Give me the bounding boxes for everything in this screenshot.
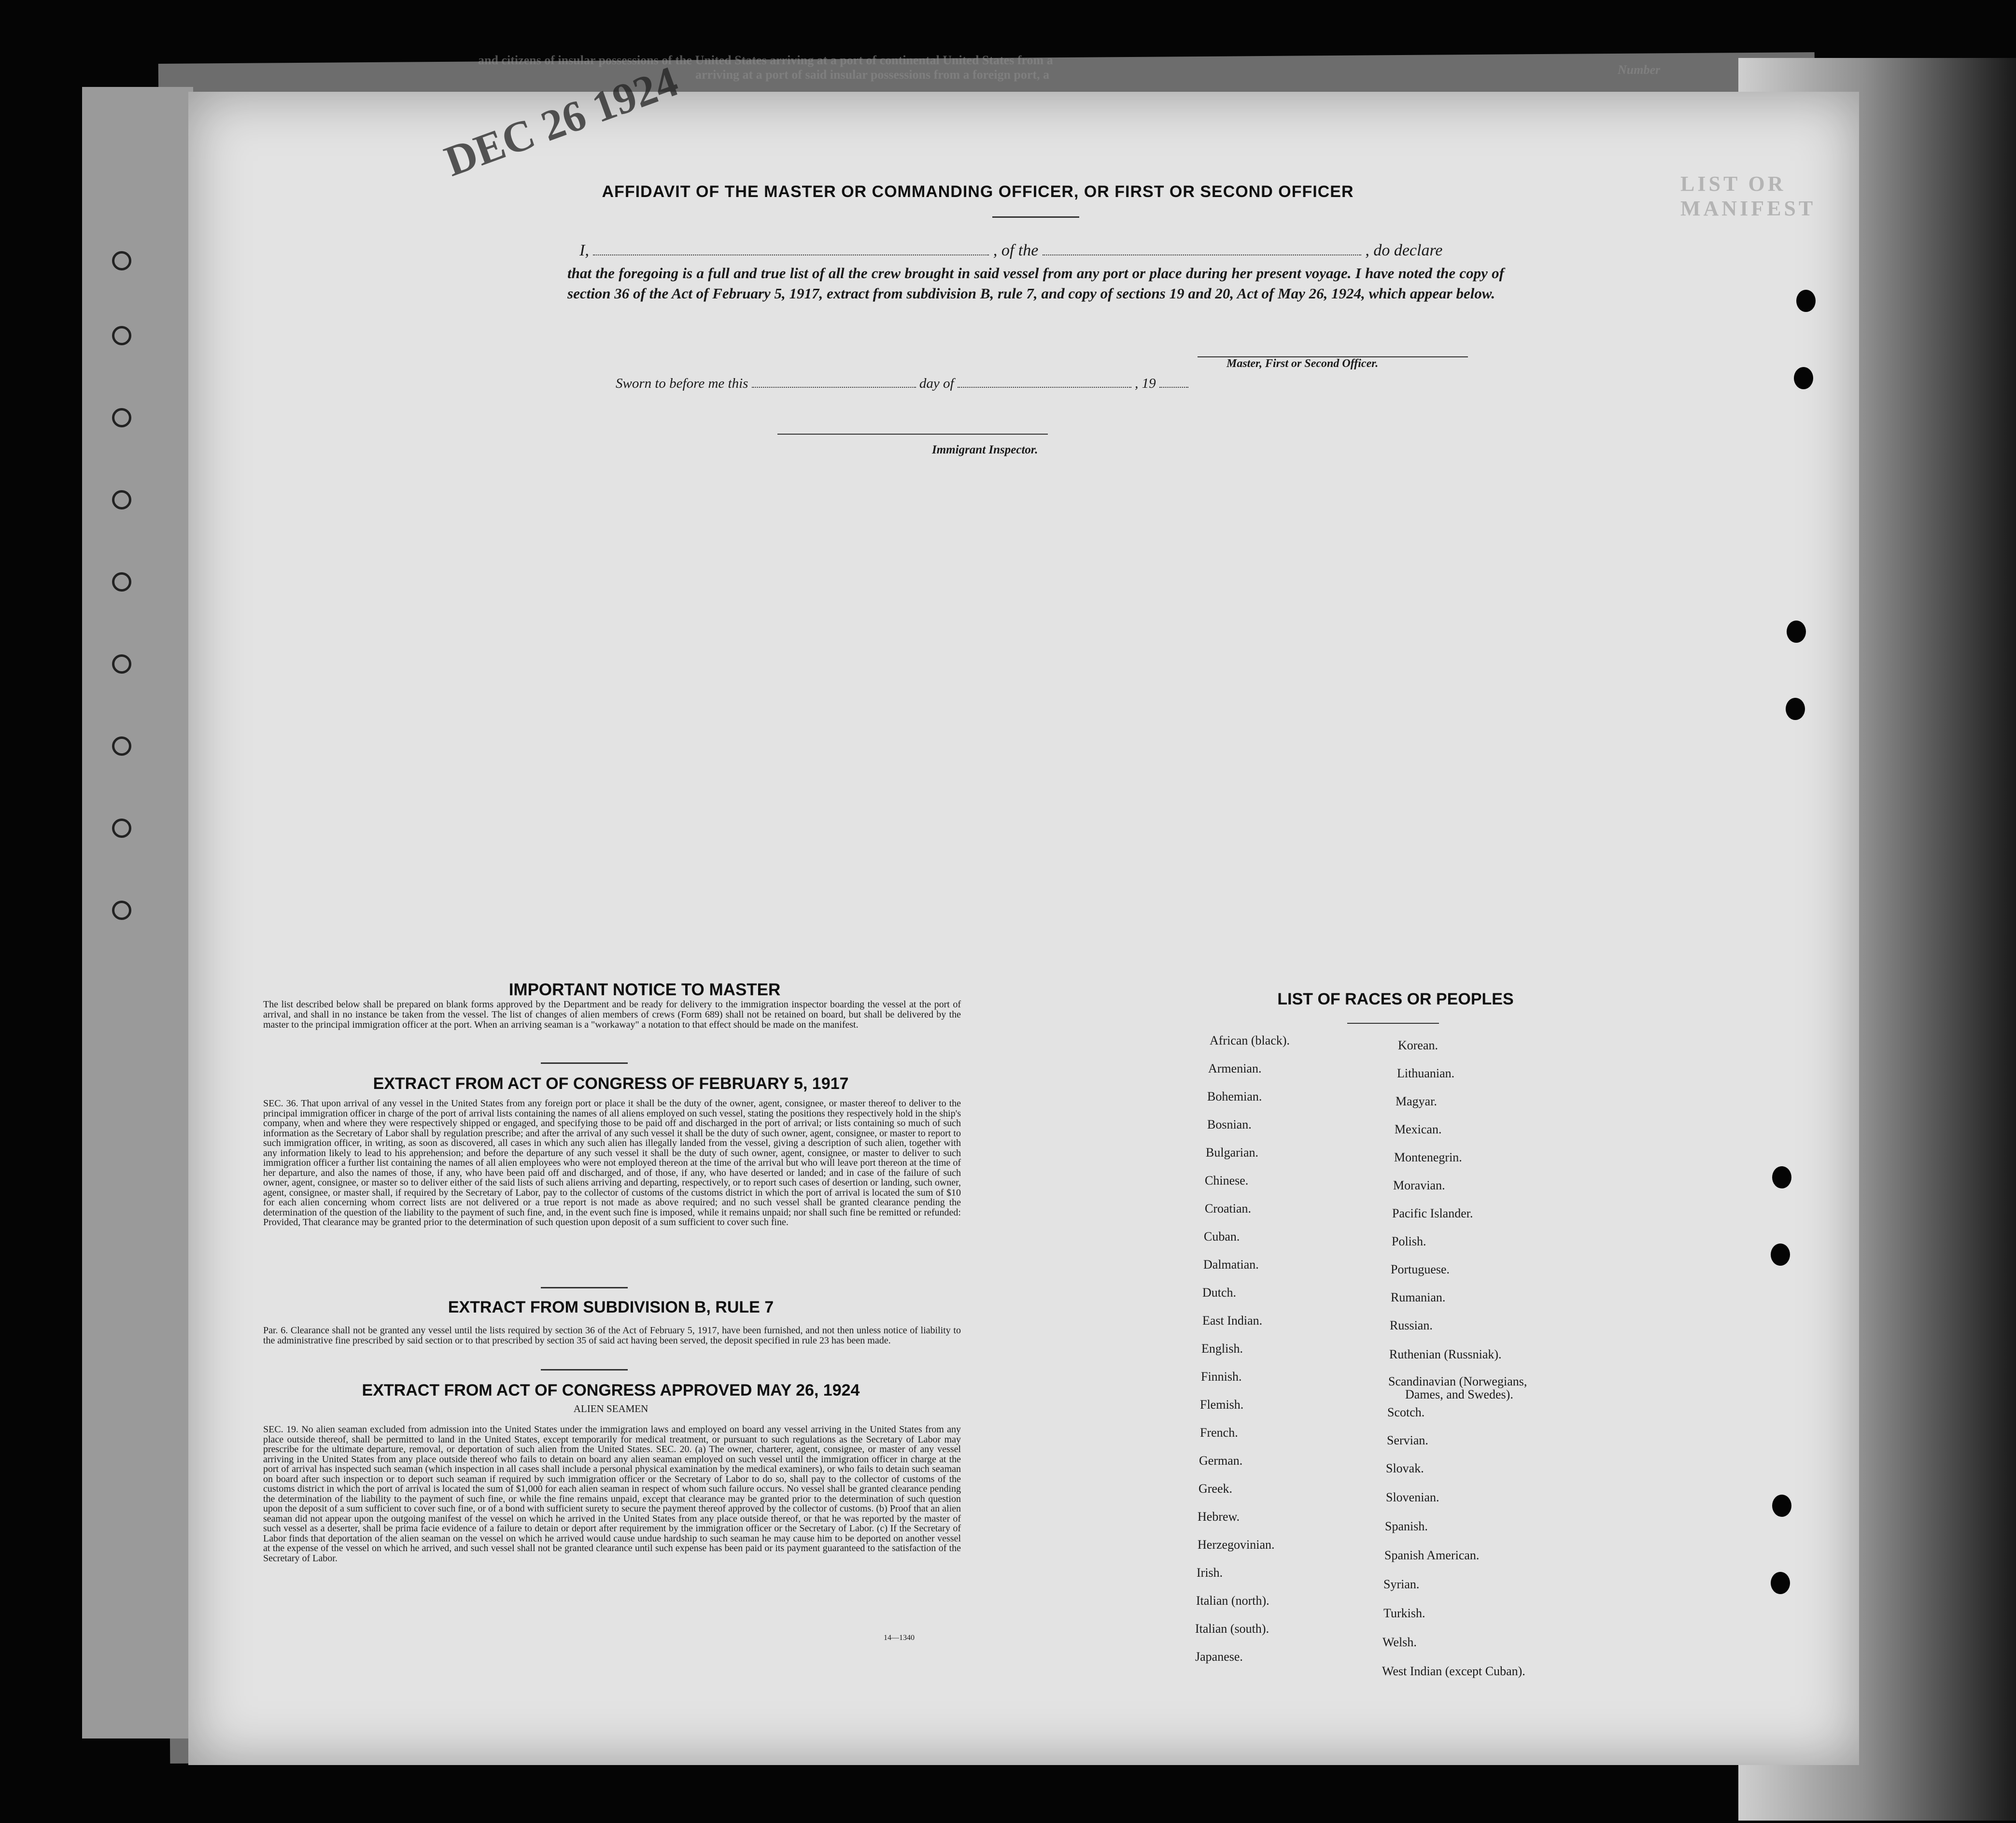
race-item: Mexican.	[1395, 1122, 1442, 1136]
binding-hole	[112, 490, 131, 509]
affidavit-title: AFFIDAVIT OF THE MASTER OR COMMANDING OFFICER, OR FIRST OR SECOND OFFICER	[602, 183, 1354, 201]
name-blank[interactable]	[593, 254, 989, 255]
race-item: Croatian.	[1205, 1201, 1252, 1215]
extract-rule7-title: EXTRACT FROM SUBDIVISION B, RULE 7	[448, 1298, 774, 1316]
race-item: Flemish.	[1200, 1398, 1244, 1412]
affidavit-paragraph: that the foregoing is a full and true list of all the crew brought in said vessel from any port or place during her present voyage. I have noted the copy of section 36 of the Act of February 5, 1917, extract from subdivision B, rule 7, and copy of sections 19 and 20, Act of May 26, 1924, which appear below.	[567, 265, 1504, 302]
binding-hole	[112, 819, 131, 838]
race-item: Bohemian.	[1207, 1089, 1262, 1103]
sworn-day-blank[interactable]	[752, 387, 916, 388]
left-binding-strip	[82, 87, 193, 1738]
race-item: Spanish.	[1385, 1519, 1428, 1533]
binding-hole	[112, 901, 131, 920]
declaration-suffix: , do declare	[1365, 241, 1443, 259]
race-item: Chinese.	[1205, 1173, 1249, 1187]
race-item: Irish.	[1197, 1566, 1223, 1580]
race-item: Scotch.	[1387, 1405, 1425, 1419]
race-item: Scandinavian (Norwegians,	[1388, 1374, 1527, 1388]
section-divider	[541, 1287, 628, 1288]
race-item: Slovenian.	[1386, 1490, 1439, 1504]
race-item: Syrian.	[1383, 1577, 1420, 1591]
date-stamp: DEC 26 1924	[438, 57, 684, 186]
punch-hole	[1786, 698, 1805, 720]
race-item: Cuban.	[1204, 1229, 1240, 1244]
bleed-through-title: LIST OR MANIFEST	[1680, 172, 1816, 220]
race-item: Russian.	[1390, 1318, 1433, 1332]
notice-title: IMPORTANT NOTICE TO MASTER	[508, 980, 781, 999]
sworn-line	[616, 376, 1292, 392]
race-item: Italian (north).	[1196, 1594, 1269, 1608]
number-label: Number	[1618, 63, 1661, 77]
extract-rule7-text: Par. 6. Clearance shall not be granted any vessel until the lists required by section 36 of the Act of February 5, 1917, have been furnished, and not then unless notice of liability to the administrative fine prescribed by said section or to that prescribed by section 35 of said act having been served, the deposit specified in rule 23 has been made.	[263, 1325, 961, 1346]
sworn-prefix: Sworn to before me this	[616, 376, 748, 391]
affidavit-declaration-line	[579, 241, 1502, 260]
extract-1924-text: SEC. 19. No alien seaman excluded from admission into the United States under the immigration laws and employed on board any vessel arriving in the United States from any place outside thereof, shall be permitted to land in the United States, except temporarily for medical treatment, or pursuant to such regulations as the Secretary of Labor may prescribe for the ultimate departure, removal, or deportation of such alien from the United States. SEC. 20. (a) The owner, charterer, agent, consignee, or master of any vessel arriving in the United States from any place outside thereof who fails to detain on board any alien seaman employed on such vessel until the immigration officer in charge at the port of arrival has inspected such seaman (which inspection in all cases shall include a personal physical examination by the medical examiners), or who fails to detain such seaman on board after such inspection or to deport such seaman if required by such immigration officer or the Secretary of Labor to do so, shall pay to the collector of customs of the customs district in which the port of arrival is located the sum of $1,000 for each alien seaman in respect of whom such failure occurs. No vessel shall be granted clearance pending the determination of the liability to the payment of such fine, or while the fine remains unpaid, except that clearance may be granted prior to the determination of such question upon the deposit of a sum sufficient to cover such fine, or of a bond with sufficient surety to secure the payment thereof approved by the collector of customs. (b) Proof that an alien seaman did not appear upon the outgoing manifest of the vessel on which he arrived in the United States from any place outside thereof, or that he was reported by the master of such vessel as a deserter, shall be prima facie evidence of a failure to detain or deport after requirement by the immigration officer or the Secretary of Labor. (c) If the Secretary of Labor finds that deportation of the alien seaman on the vessel on which he arrived would cause undue hardship to such seaman he may cause him to be deported on another vessel at the expense of the vessel on which he arrived, and such vessel shall not be granted clearance until such expense has been paid or its payment guaranteed to the satisfaction of the Secretary of Labor.	[263, 1424, 961, 1564]
bleed-through-header: and citizens of insular possessions of the United States arriving at a port of continental United States from a	[478, 53, 1053, 67]
form-number: 14—1340	[884, 1634, 915, 1642]
race-item: East Indian.	[1202, 1314, 1263, 1328]
race-item: African (black).	[1210, 1033, 1290, 1047]
race-item: Armenian.	[1208, 1061, 1262, 1075]
binding-hole	[112, 654, 131, 674]
section-divider	[541, 1369, 628, 1371]
sworn-year-blank[interactable]	[1159, 387, 1188, 388]
race-item: Greek.	[1198, 1482, 1233, 1496]
race-item: Ruthenian (Russniak).	[1389, 1347, 1502, 1361]
race-item: Hebrew.	[1198, 1510, 1240, 1524]
extract-1924-subtitle: ALIEN SEAMEN	[573, 1403, 649, 1414]
race-item: Bulgarian.	[1206, 1145, 1259, 1159]
punch-hole	[1787, 621, 1806, 643]
punch-hole	[1772, 1166, 1791, 1188]
race-item: Polish.	[1392, 1234, 1426, 1248]
title-divider	[992, 216, 1079, 218]
extract-1924-title: EXTRACT FROM ACT OF CONGRESS APPROVED MAY 26, 1924	[362, 1381, 860, 1399]
sworn-day-label: day of	[919, 376, 954, 391]
race-item: French.	[1200, 1426, 1238, 1440]
declaration-mid: , of the	[993, 241, 1039, 259]
vessel-blank[interactable]	[1043, 254, 1361, 255]
races-divider	[1347, 1023, 1439, 1024]
inspector-label: Immigrant Inspector.	[932, 443, 1038, 456]
section-divider	[541, 1062, 628, 1064]
binding-hole	[112, 251, 131, 270]
sworn-month-blank[interactable]	[958, 387, 1131, 388]
race-item: Dutch.	[1202, 1286, 1237, 1300]
extract-1917-text: SEC. 36. That upon arrival of any vessel in the United States from any foreign port or place it shall be the duty of the owner, agent, consignee, or master thereof to deliver to the principal immigration officer in charge of the port of arrival lists containing the names of all aliens employed on such vessel, stating the positions they respectively hold in the ship's company, when and where they were respectively shipped or engaged, and specifying those to be paid off and discharged in the port of arrival; or lists containing so much of such information as the Secretary of Labor shall by regulation prescribe; and after the arrival of any such vessel it shall be the duty of such owner, agent, consignee, or master to report to such immigration officer, in writing, as soon as discovered, all cases in which any such alien has illegally landed from the vessel, giving a description of such alien, together with any information likely to lead to his apprehension; and before the departure of any such vessel it shall be the duty of such owner, agent, consignee, or master to deliver to such immigration officer a further list containing the names of all alien employees who were not employed thereon at the time of the arrival but who will leave port thereon at the time of her departure, and also the names of those, if any, who have been paid off and discharged, and of those, if any, who have deserted or landed; and in case of the failure of such owner, agent, consignee, or master so to deliver either of the said lists of such aliens arriving and departing, respectively, or to report such cases of desertion or landing, such owner, agent, consignee, or master shall, if required by the Secretary of Labor, pay to the collector of customs of the customs district in which the port of arrival is located the sum of $10 for each alien concerning whom correct lists are not delivered or a true report is not made as above required; and no such vessel shall be granted clearance pending the determination of the question of the liability to the payment of such fine, and, in the event such fine is imposed, while it remains unpaid; nor shall such fine be remitted or refunded: Provided, That clearance may be granted prior to the determination of such question upon deposit of a sum sufficient to cover such fine.	[263, 1098, 961, 1228]
race-item: Portuguese.	[1391, 1262, 1450, 1276]
declaration-prefix: I,	[579, 241, 589, 259]
punch-hole	[1772, 1495, 1791, 1517]
race-item: Rumanian.	[1391, 1290, 1446, 1304]
inspector-signature-line[interactable]	[777, 434, 1048, 435]
race-item: Spanish American.	[1384, 1548, 1480, 1562]
race-item: Korean.	[1398, 1038, 1438, 1052]
race-item: Magyar.	[1396, 1094, 1437, 1108]
bleed-through-header-2: arriving at a port of said insular possessions from a foreign port, a	[695, 68, 1050, 82]
race-item: Dalmatian.	[1203, 1258, 1259, 1272]
race-item: Turkish.	[1383, 1606, 1425, 1620]
race-item: Dames, and Swedes).	[1405, 1387, 1513, 1401]
race-item: Lithuanian.	[1397, 1066, 1455, 1080]
race-item: English.	[1201, 1342, 1243, 1356]
race-item: German.	[1199, 1454, 1243, 1468]
punch-hole	[1771, 1244, 1790, 1266]
binding-hole	[112, 736, 131, 756]
race-item: Pacific Islander.	[1392, 1206, 1473, 1220]
race-item: Italian (south).	[1195, 1622, 1269, 1636]
extract-1917-title: EXTRACT FROM ACT OF CONGRESS OF FEBRUARY 5, 1917	[373, 1074, 849, 1093]
race-item: Moravian.	[1393, 1178, 1445, 1192]
race-item: Bosnian.	[1207, 1117, 1252, 1131]
sworn-year-label: , 19	[1135, 376, 1156, 391]
punch-hole	[1796, 290, 1816, 312]
race-item: Welsh.	[1382, 1635, 1417, 1649]
race-item: Montenegrin.	[1394, 1150, 1462, 1164]
race-item: Finnish.	[1201, 1370, 1242, 1384]
notice-text: The list described below shall be prepared on blank forms approved by the Department and be ready for delivery to the immigration inspector boarding the vessel at the port of arrival, and shall in no instance be taken from the vessel. The list of changes of alien members of crews (Form 689) shall not be retained on board, but shall be delivered by the master to the principal immigration officer at the port. When an arriving seaman is a "workaway" a notation to that effect should be made on the manifest.	[263, 999, 961, 1030]
race-item: Slovak.	[1386, 1461, 1424, 1475]
punch-hole	[1794, 367, 1813, 389]
punch-hole	[1771, 1572, 1790, 1594]
signature-label: Master, First or Second Officer.	[1227, 357, 1379, 370]
binding-hole	[112, 326, 131, 345]
race-item: West Indian (except Cuban).	[1382, 1664, 1525, 1678]
race-item: Japanese.	[1195, 1650, 1243, 1664]
binding-hole	[112, 572, 131, 592]
race-item: Herzegovinian.	[1198, 1538, 1275, 1552]
races-title: LIST OF RACES OR PEOPLES	[1277, 990, 1514, 1008]
race-item: Servian.	[1387, 1433, 1428, 1447]
binding-hole	[112, 408, 131, 427]
